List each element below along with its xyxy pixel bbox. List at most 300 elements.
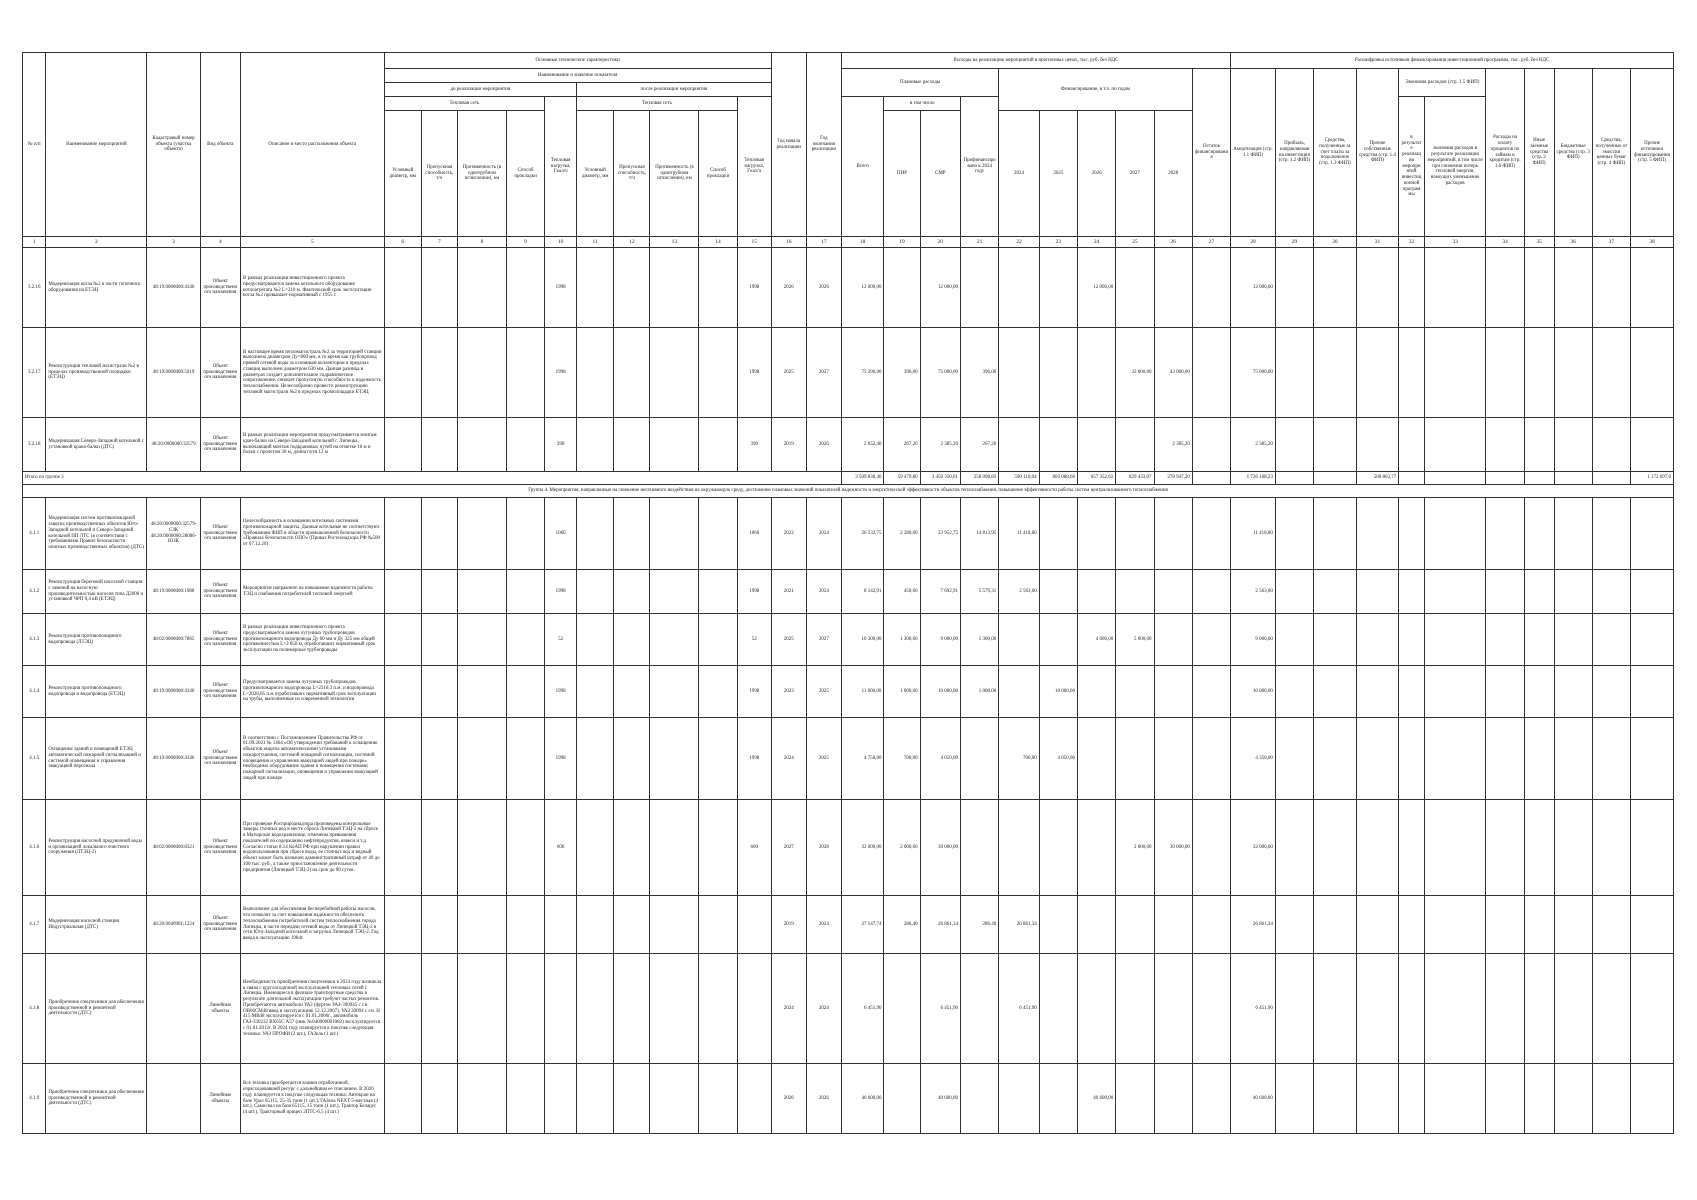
- cell-empty: [577, 718, 614, 800]
- cell-empty: [699, 418, 737, 472]
- cell-ys: 2021: [771, 570, 806, 614]
- col-number: 14: [699, 237, 737, 248]
- cell-y26: [1077, 666, 1115, 718]
- cell-type: Линейные объекты: [200, 954, 240, 1064]
- cell-y28: [1154, 718, 1192, 800]
- hdr-rest: Остаток финансирования: [1192, 69, 1230, 237]
- cell-empty: [1631, 614, 1674, 666]
- cell-empty: [1554, 498, 1592, 570]
- hdr-budget: Бюджетные средства (стр. 3 ФИП): [1554, 69, 1592, 237]
- cell-empty: [384, 328, 421, 418]
- cell-load2: 1998: [737, 718, 771, 800]
- cell-empty: [577, 896, 614, 954]
- cell-num: 4.1.5: [23, 718, 46, 800]
- cell-pir: [884, 1064, 920, 1134]
- cell-empty: [614, 248, 650, 328]
- col-number: 21: [961, 237, 999, 248]
- cell-y25: 4 050,00: [1039, 718, 1077, 800]
- cell-fin: 14 813,95: [961, 498, 999, 570]
- cell-empty: [650, 954, 699, 1064]
- cell-total: 12 000,00: [841, 248, 884, 328]
- subtotal-y2024: 590 110,04: [999, 472, 1039, 485]
- cell-empty: [1192, 570, 1230, 614]
- cell-empty: [577, 614, 614, 666]
- hdr-name: Наименование мероприятий: [46, 53, 147, 237]
- cell-empty: [1314, 570, 1357, 614]
- col-number: 11: [577, 237, 614, 248]
- cell-empty: [1486, 666, 1524, 718]
- col-number: 16: [771, 237, 806, 248]
- cell-fin: [961, 718, 999, 800]
- cell-pir: 450,00: [884, 570, 920, 614]
- cell-fin: 286,40: [961, 896, 999, 954]
- cell-empty: [384, 498, 421, 570]
- cell-empty: [1486, 570, 1524, 614]
- hdr-y2028: 2028: [1154, 111, 1192, 237]
- cell-num: 3.2.16: [23, 248, 46, 328]
- table-row: [23, 570, 1674, 614]
- cell-empty: [1399, 328, 1425, 418]
- cell-empty: [1314, 498, 1357, 570]
- cell-type: Объект производственного назначения: [200, 418, 240, 472]
- cell-empty: [1486, 418, 1524, 472]
- cell-empty: [1486, 718, 1524, 800]
- cell-empty: [1192, 418, 1230, 472]
- hdr-num: № п/п: [23, 53, 46, 237]
- cell-desc: Предусматривается замена чугунных трубопроводов противопожарного водопровода L=2310,3 п.м. и водопровода L=2020,85 п.м отработавших нормативный срок эксплуатации на трубы, выполненные из современной технологии: [241, 666, 385, 718]
- cell-empty: [1192, 800, 1230, 896]
- cell-y26: [1077, 498, 1115, 570]
- col-number: 32: [1399, 237, 1425, 248]
- cell-pir: [884, 248, 920, 328]
- cell-y26: 12 000,00: [1077, 248, 1115, 328]
- col-number: 8: [457, 237, 506, 248]
- cell-y24: 26 861,34: [999, 896, 1039, 954]
- cell-empty: [699, 896, 737, 954]
- cell-own: [1356, 718, 1399, 800]
- hdr-y2026: 2026: [1077, 111, 1115, 237]
- cell-empty: [614, 418, 650, 472]
- table-row: [23, 718, 1674, 800]
- cell-cad: 48:19:0000000:5019: [147, 328, 200, 418]
- cell-y28: [1154, 1064, 1192, 1134]
- cell-empty: [1275, 666, 1313, 718]
- cell-empty: [1275, 248, 1313, 328]
- cell-empty: [577, 1064, 614, 1134]
- cell-cad: [147, 954, 200, 1064]
- cell-empty: [384, 896, 421, 954]
- cell-load2: [737, 1064, 771, 1134]
- cell-ys: 2019: [771, 896, 806, 954]
- cell-empty: [421, 1064, 457, 1134]
- cell-empty: [1192, 614, 1230, 666]
- cell-empty: [1486, 248, 1524, 328]
- cell-desc: Необходимость приобретения спецтехники в 2024 году возникла в связи с круглогодичной эксплуатацией тепловых сетей г. Липецка. Имеющиеся в филиале транспортные средства в результате длительной эксплуатации требуют частых ремонтов. Приобретаются автомобили УАЗ (фургон УАЗ-390945 с г.н. ОВ66СМ48 ввод в эксплуатацию 12.12.2007), УАЗ 39094 с г.н. Н 415 МВ48 эксплуатируется с 01.01.2006г., автомобиль ГАЗ-330232 ВХ65С А57 (инв. №040000001082) эксплуатируется с 01.01.2012г. В 2024 году планируется к покупке следующая техника: УАЗ ПРОФИ (2 шт.), ГАЗель (1 шт.): [241, 954, 385, 1064]
- cell-empty: [1399, 896, 1425, 954]
- hdr-loans: Иные заемные средства (стр. 2 ФИП): [1524, 69, 1554, 237]
- table-row: [23, 954, 1674, 1064]
- cell-empty: [421, 248, 457, 328]
- col-number: 24: [1077, 237, 1115, 248]
- cell-type: Объект производственного назначения: [200, 718, 240, 800]
- cell-empty: [577, 248, 614, 328]
- cell-fin: 5 579,31: [961, 570, 999, 614]
- hdr-fees: Средства, полученные за счет платы за подключение (стр. 1.3 ФИП): [1314, 69, 1357, 237]
- cell-empty: [457, 498, 506, 570]
- table-row: [23, 666, 1674, 718]
- cell-own: [1356, 1064, 1399, 1134]
- cell-y25: [1039, 570, 1077, 614]
- cell-y27: 2 000,00: [1116, 800, 1154, 896]
- cell-empty: [1424, 418, 1486, 472]
- cell-y25: [1039, 418, 1077, 472]
- cell-total: 32 000,00: [841, 800, 884, 896]
- hdr-diam-before: Условный диаметр, мм: [384, 111, 421, 237]
- cell-total: 6 451,90: [841, 954, 884, 1064]
- cell-empty: [1592, 718, 1630, 800]
- cell-y26: 4 000,00: [1077, 614, 1115, 666]
- cell-name: Модернизация Северо-Западной котельной с установкой крана-балки (ДТС): [46, 418, 147, 472]
- hdr-financed: Профинансировано к 2024 году: [961, 97, 999, 237]
- cell-empty: [699, 800, 737, 896]
- cell-empty: [457, 954, 506, 1064]
- cell-empty: [1314, 718, 1357, 800]
- cell-empty: [1314, 418, 1357, 472]
- cell-empty: [1554, 896, 1592, 954]
- cell-empty: [1554, 570, 1592, 614]
- cell-ys: 2019: [771, 418, 806, 472]
- cell-empty: [1592, 570, 1630, 614]
- cell-load1: 1998: [545, 328, 577, 418]
- cell-empty: [1424, 614, 1486, 666]
- cell-empty: [506, 896, 544, 954]
- cell-empty: [1592, 1064, 1630, 1134]
- cell-empty: [1399, 718, 1425, 800]
- cell-empty: [1524, 666, 1554, 718]
- cell-empty: [614, 570, 650, 614]
- cell-empty: [506, 248, 544, 328]
- table-row: [23, 800, 1674, 896]
- cell-ys: 2024: [771, 718, 806, 800]
- cell-name: Реконструкция насосной продувочной воды и организацией локального очистного сооружения (ЛТЭЦ-2): [46, 800, 147, 896]
- cell-num: 4.1.7: [23, 896, 46, 954]
- cell-ys: 2022: [771, 498, 806, 570]
- hdr-y2027: 2027: [1116, 111, 1154, 237]
- cell-cad: 48:19:0000000:4346: [147, 718, 200, 800]
- cell-empty: [1592, 896, 1630, 954]
- cell-empty: [384, 666, 421, 718]
- cell-amort: 12 000,00: [1231, 248, 1276, 328]
- cell-empty: [1192, 954, 1230, 1064]
- cell-empty: [1631, 954, 1674, 1064]
- cell-name: Модернизация котла №2 в части топочного оборудования на ЕТЭЦ: [46, 248, 147, 328]
- cell-empty: [1524, 1064, 1554, 1134]
- cell-empty: [506, 418, 544, 472]
- cell-cad: [147, 1064, 200, 1134]
- cell-smr: 7 692,91: [920, 570, 960, 614]
- cell-total: 8 142,91: [841, 570, 884, 614]
- col-number: 29: [1275, 237, 1313, 248]
- cell-empty: [1554, 954, 1592, 1064]
- hdr-own: Прочие собственные средства (стр. 1.4 ФИП): [1356, 69, 1399, 237]
- cell-empty: [1399, 1064, 1425, 1134]
- cell-empty: [1314, 666, 1357, 718]
- cell-y25: 10 000,00: [1039, 666, 1077, 718]
- cell-y27: 5 000,00: [1116, 614, 1154, 666]
- cell-empty: [699, 498, 737, 570]
- cell-empty: [1192, 666, 1230, 718]
- cell-fin: [961, 800, 999, 896]
- cell-y26: [1077, 954, 1115, 1064]
- cell-smr: 4 050,00: [920, 718, 960, 800]
- col-number: 26: [1154, 237, 1192, 248]
- cell-amort: 4 350,00: [1231, 718, 1276, 800]
- col-number: 7: [421, 237, 457, 248]
- cell-empty: [1424, 328, 1486, 418]
- cell-ye: 2028: [806, 800, 841, 896]
- cell-empty: [1399, 666, 1425, 718]
- col-number: 1: [23, 237, 46, 248]
- cell-amort: 26 861,34: [1231, 896, 1276, 954]
- hdr-net-after: Тепловая сеть: [577, 97, 738, 111]
- group-4-title: Группа 4. Мероприятия, направленные на снижение негативного воздействия на окружающую среду, достижение плановых значений показателей надежности и энергетической эффективности объектов теплоснабжения, повышение эффективности работы систем централизованного теплоснабжения: [23, 485, 1674, 498]
- cell-empty: [1192, 896, 1230, 954]
- cell-y28: [1154, 570, 1192, 614]
- cell-ye: 2027: [806, 328, 841, 418]
- cell-y25: [1039, 896, 1077, 954]
- cell-y25: [1039, 328, 1077, 418]
- cell-num: 3.2.17: [23, 328, 46, 418]
- cell-num: 4.1.8: [23, 954, 46, 1064]
- cell-smr: 9 000,00: [920, 614, 960, 666]
- subtotal-y2027: 829 433,07: [1116, 472, 1154, 485]
- cell-empty: [1592, 328, 1630, 418]
- subtotal-label: Итого по группе 3: [23, 472, 842, 485]
- table-row: [23, 614, 1674, 666]
- cell-empty: [457, 800, 506, 896]
- cell-total: 75 396,00: [841, 328, 884, 418]
- cell-y24: [999, 800, 1039, 896]
- hdr-smr: СМР: [920, 111, 960, 237]
- data-table: [22, 52, 1674, 1134]
- cell-empty: [1631, 498, 1674, 570]
- cell-empty: [699, 614, 737, 666]
- cell-own: [1356, 570, 1399, 614]
- cell-pir: 1 000,00: [884, 666, 920, 718]
- cell-empty: [1486, 896, 1524, 954]
- cell-empty: [421, 614, 457, 666]
- col-number: 13: [650, 237, 699, 248]
- cell-empty: [1486, 1064, 1524, 1134]
- subtotal-total: 3 509 830,40: [841, 472, 884, 485]
- cell-y28: 2 385,20: [1154, 418, 1192, 472]
- cell-ys: 2027: [771, 800, 806, 896]
- cell-empty: [1486, 954, 1524, 1064]
- cell-load1: 1060: [545, 498, 577, 570]
- cell-empty: [1554, 328, 1592, 418]
- cell-desc: Целесообразность в оснащении котельных системами противопожарной защиты. Данные котельные не соответствуют требованиям ФНП в области промышленной безопасности «Правила безопасности ОПО» (Приказ Ростехнадзора РФ №500 от 07.12.20): [241, 498, 385, 570]
- cell-empty: [506, 328, 544, 418]
- hdr-sources: Расшифровка источников финансирования инвестиционной программы, тыс. руб. без НДС: [1231, 53, 1674, 69]
- cell-y25: [1039, 248, 1077, 328]
- hdr-profit: Прибыль, направляемая на инвестиции (стр. 1.2 ФИП): [1275, 69, 1313, 237]
- cell-empty: [384, 1064, 421, 1134]
- cell-ye: 2026: [806, 418, 841, 472]
- cell-empty: [699, 570, 737, 614]
- table-row: [23, 328, 1674, 418]
- hdr-net-before: Тепловая сеть: [384, 97, 545, 111]
- cell-total: 10 300,00: [841, 614, 884, 666]
- col-number: 15: [737, 237, 771, 248]
- cell-ye: 2026: [806, 248, 841, 328]
- cell-load2: [737, 896, 771, 954]
- cell-empty: [1524, 498, 1554, 570]
- cell-empty: [577, 328, 614, 418]
- cell-ye: 2024: [806, 498, 841, 570]
- cell-type: Объект производственного назначения: [200, 248, 240, 328]
- cell-load1: 52: [545, 614, 577, 666]
- cell-fin: 1 300,00: [961, 614, 999, 666]
- cell-ys: 2025: [771, 328, 806, 418]
- cell-name: Приобретение спецтехники для обеспечения производственной и ремонтной деятельности (ДТС): [46, 1064, 147, 1134]
- cell-empty: [506, 614, 544, 666]
- cell-load2: [737, 954, 771, 1064]
- hdr-cadastral: Кадастровый номер объекта (участка объекта): [147, 53, 200, 237]
- col-number: 20: [920, 237, 960, 248]
- cell-fin: [961, 248, 999, 328]
- cell-empty: [577, 498, 614, 570]
- cell-empty: [1592, 248, 1630, 328]
- cell-empty: [614, 1064, 650, 1134]
- hdr-planned: Плановые расходы: [841, 69, 998, 97]
- cell-y26: [1077, 328, 1115, 418]
- cell-smr: 23 952,75: [920, 498, 960, 570]
- cell-empty: [1486, 498, 1524, 570]
- cell-desc: В рамках реализации инвестиционного проекта предусматривается замена котельного оборудования котлоагрегата №2 L=210 м. Фактический срок эксплуатации котла №2 превышает нормативный с 1955 г.: [241, 248, 385, 328]
- hdr-before: до реализации мероприятия: [384, 83, 576, 97]
- cell-empty: [1524, 718, 1554, 800]
- cell-empty: [1424, 800, 1486, 896]
- hdr-flow-after: Пропускная способность, т/ч: [614, 111, 650, 237]
- cell-empty: [421, 896, 457, 954]
- cell-empty: [699, 1064, 737, 1134]
- cell-pir: 2 280,00: [884, 498, 920, 570]
- hdr-total: Всего: [841, 97, 884, 237]
- cell-ye: 2024: [806, 954, 841, 1064]
- cell-load2: 600: [737, 800, 771, 896]
- cell-name: Реконструкция береговой насосной станции с заменой на насосную производительностью насосов типа Д2000 и установкой ЧРП 0,4 кВ (ЕТЭЦ): [46, 570, 147, 614]
- cell-num: 4.1.2: [23, 570, 46, 614]
- cell-empty: [1592, 418, 1630, 472]
- hdr-y2025: 2025: [1039, 111, 1077, 237]
- cell-y24: [999, 614, 1039, 666]
- cell-empty: [1314, 1064, 1357, 1134]
- cell-empty: [1631, 896, 1674, 954]
- cell-empty: [384, 614, 421, 666]
- cell-load2: 1998: [737, 570, 771, 614]
- cell-empty: [457, 666, 506, 718]
- cell-ye: 2025: [806, 666, 841, 718]
- cell-empty: [1399, 498, 1425, 570]
- cell-y28: [1154, 666, 1192, 718]
- cell-empty: [1631, 418, 1674, 472]
- hdr-year-start: Год начала реализации: [771, 53, 806, 237]
- cell-empty: [577, 666, 614, 718]
- cell-empty: [457, 570, 506, 614]
- cell-y25: [1039, 614, 1077, 666]
- cell-empty: [1275, 896, 1313, 954]
- cell-empty: [1631, 800, 1674, 896]
- cell-empty: [384, 800, 421, 896]
- cell-empty: [1424, 666, 1486, 718]
- table-row: [23, 1064, 1674, 1134]
- table-row: [23, 498, 1674, 570]
- cell-empty: [1524, 954, 1554, 1064]
- cell-y28: 43 000,00: [1154, 328, 1192, 418]
- cell-empty: [1524, 418, 1554, 472]
- cell-y25: [1039, 498, 1077, 570]
- cell-empty: [650, 498, 699, 570]
- subtotal-y2026: 657 352,61: [1077, 472, 1115, 485]
- hdr-tech: Основные технические характеристики: [384, 53, 771, 69]
- cell-load1: [545, 954, 577, 1064]
- cell-amort: 2 563,60: [1231, 570, 1276, 614]
- cell-fin: [961, 1064, 999, 1134]
- hdr-econ-a: в результате реализации мероприятий инвестиционной программы: [1399, 97, 1425, 237]
- cell-load1: [545, 896, 577, 954]
- cell-empty: [699, 328, 737, 418]
- col-number: 17: [806, 237, 841, 248]
- cell-own: [1356, 666, 1399, 718]
- cell-name: Модернизация насосной станции Индустриальная (ДТС): [46, 896, 147, 954]
- cell-type: Объект производственного назначения: [200, 614, 240, 666]
- cell-amort: 11 418,80: [1231, 498, 1276, 570]
- cell-num: 4.1.1: [23, 498, 46, 570]
- cell-empty: [614, 896, 650, 954]
- cell-empty: [1424, 718, 1486, 800]
- cell-empty: [506, 570, 544, 614]
- cell-load1: 390: [545, 418, 577, 472]
- col-number: 9: [506, 237, 544, 248]
- cell-empty: [1399, 248, 1425, 328]
- cell-desc: При проверке Росприроднадзора произведены контрольные замеры сточных вод в месте сброса Липецкой ТЭЦ-2 на сбросе в Матырское водохранилище, отмечены превышения показателей по содержанию нефтепродуктов, взвеси и т.д. Согласно статьи 8.14 КоАП РФ при нарушении правил водопользования при сбросе воды, ее сточных вод и водный объект может быть назначен административный штраф от 40 до 100 тыс. руб., а также приостановление деятельности предприятия (Липецкой ТЭЦ-2) на срок до 90 суток.: [241, 800, 385, 896]
- cell-ye: 2026: [806, 1064, 841, 1134]
- cell-total: 2 652,40: [841, 418, 884, 472]
- cell-empty: [1524, 248, 1554, 328]
- cell-desc: В настоящее время тепломагистраль №2 за территорией станции выполнена диаметром Ду=800 мм, в то время как трубопровод прямой сетевой воды за основным коллектором в пределах станции выполнен диаметром 630 мм. Данная разница в диаметрах создает дополнительное гидравлическое сопротивление, снижает пропускную способность и надежность теплоснабжения. Целесообразно провести реконструкцию тепловой магистрали №2 в пределах промплощадки ЕТЭЦ: [241, 328, 385, 418]
- cell-load2: 52: [737, 614, 771, 666]
- cell-empty: [421, 666, 457, 718]
- cell-y28: 30 000,00: [1154, 800, 1192, 896]
- cell-empty: [577, 800, 614, 896]
- hdr-credit: Расходы на оплату процентов по займам и кредитам (стр. 1.6 ФИП): [1486, 69, 1524, 237]
- cell-empty: [506, 954, 544, 1064]
- cell-empty: [1275, 614, 1313, 666]
- cell-empty: [1592, 954, 1630, 1064]
- cell-empty: [457, 1064, 506, 1134]
- hdr-len-before: Протяженность (в однотрубном исчислении), км: [457, 111, 506, 237]
- col-number: 12: [614, 237, 650, 248]
- cell-y27: [1116, 1064, 1154, 1134]
- cell-own: [1356, 614, 1399, 666]
- hdr-load-before: Тепловая нагрузка, Гкал/ч: [545, 97, 577, 237]
- hdr-other: Средства, полученные от эмиссии ценных бумаг (стр. 4 ФИП): [1592, 69, 1630, 237]
- cell-smr: 40 600,00: [920, 1064, 960, 1134]
- subtotal-y2025: 803 088,66: [1039, 472, 1077, 485]
- cell-empty: [1554, 248, 1592, 328]
- cell-cad: 48:20:0000000:32579-СЗК 48:20:0000000:28086-ЮЗК: [147, 498, 200, 570]
- cell-desc: В соответствии с Постановлением Правительства РФ от 01.09.2021 № 1464 «Об утверждении требований к оснащению объектов защиты автоматическими установками пожаротушения, системой пожарной сигнализации, системой оповещения и управления эвакуацией людей при пожаре» необходимо оборудование здания и помещения системами пожарной сигнализации, оповещения и управления эвакуацией людей при пожаре: [241, 718, 385, 800]
